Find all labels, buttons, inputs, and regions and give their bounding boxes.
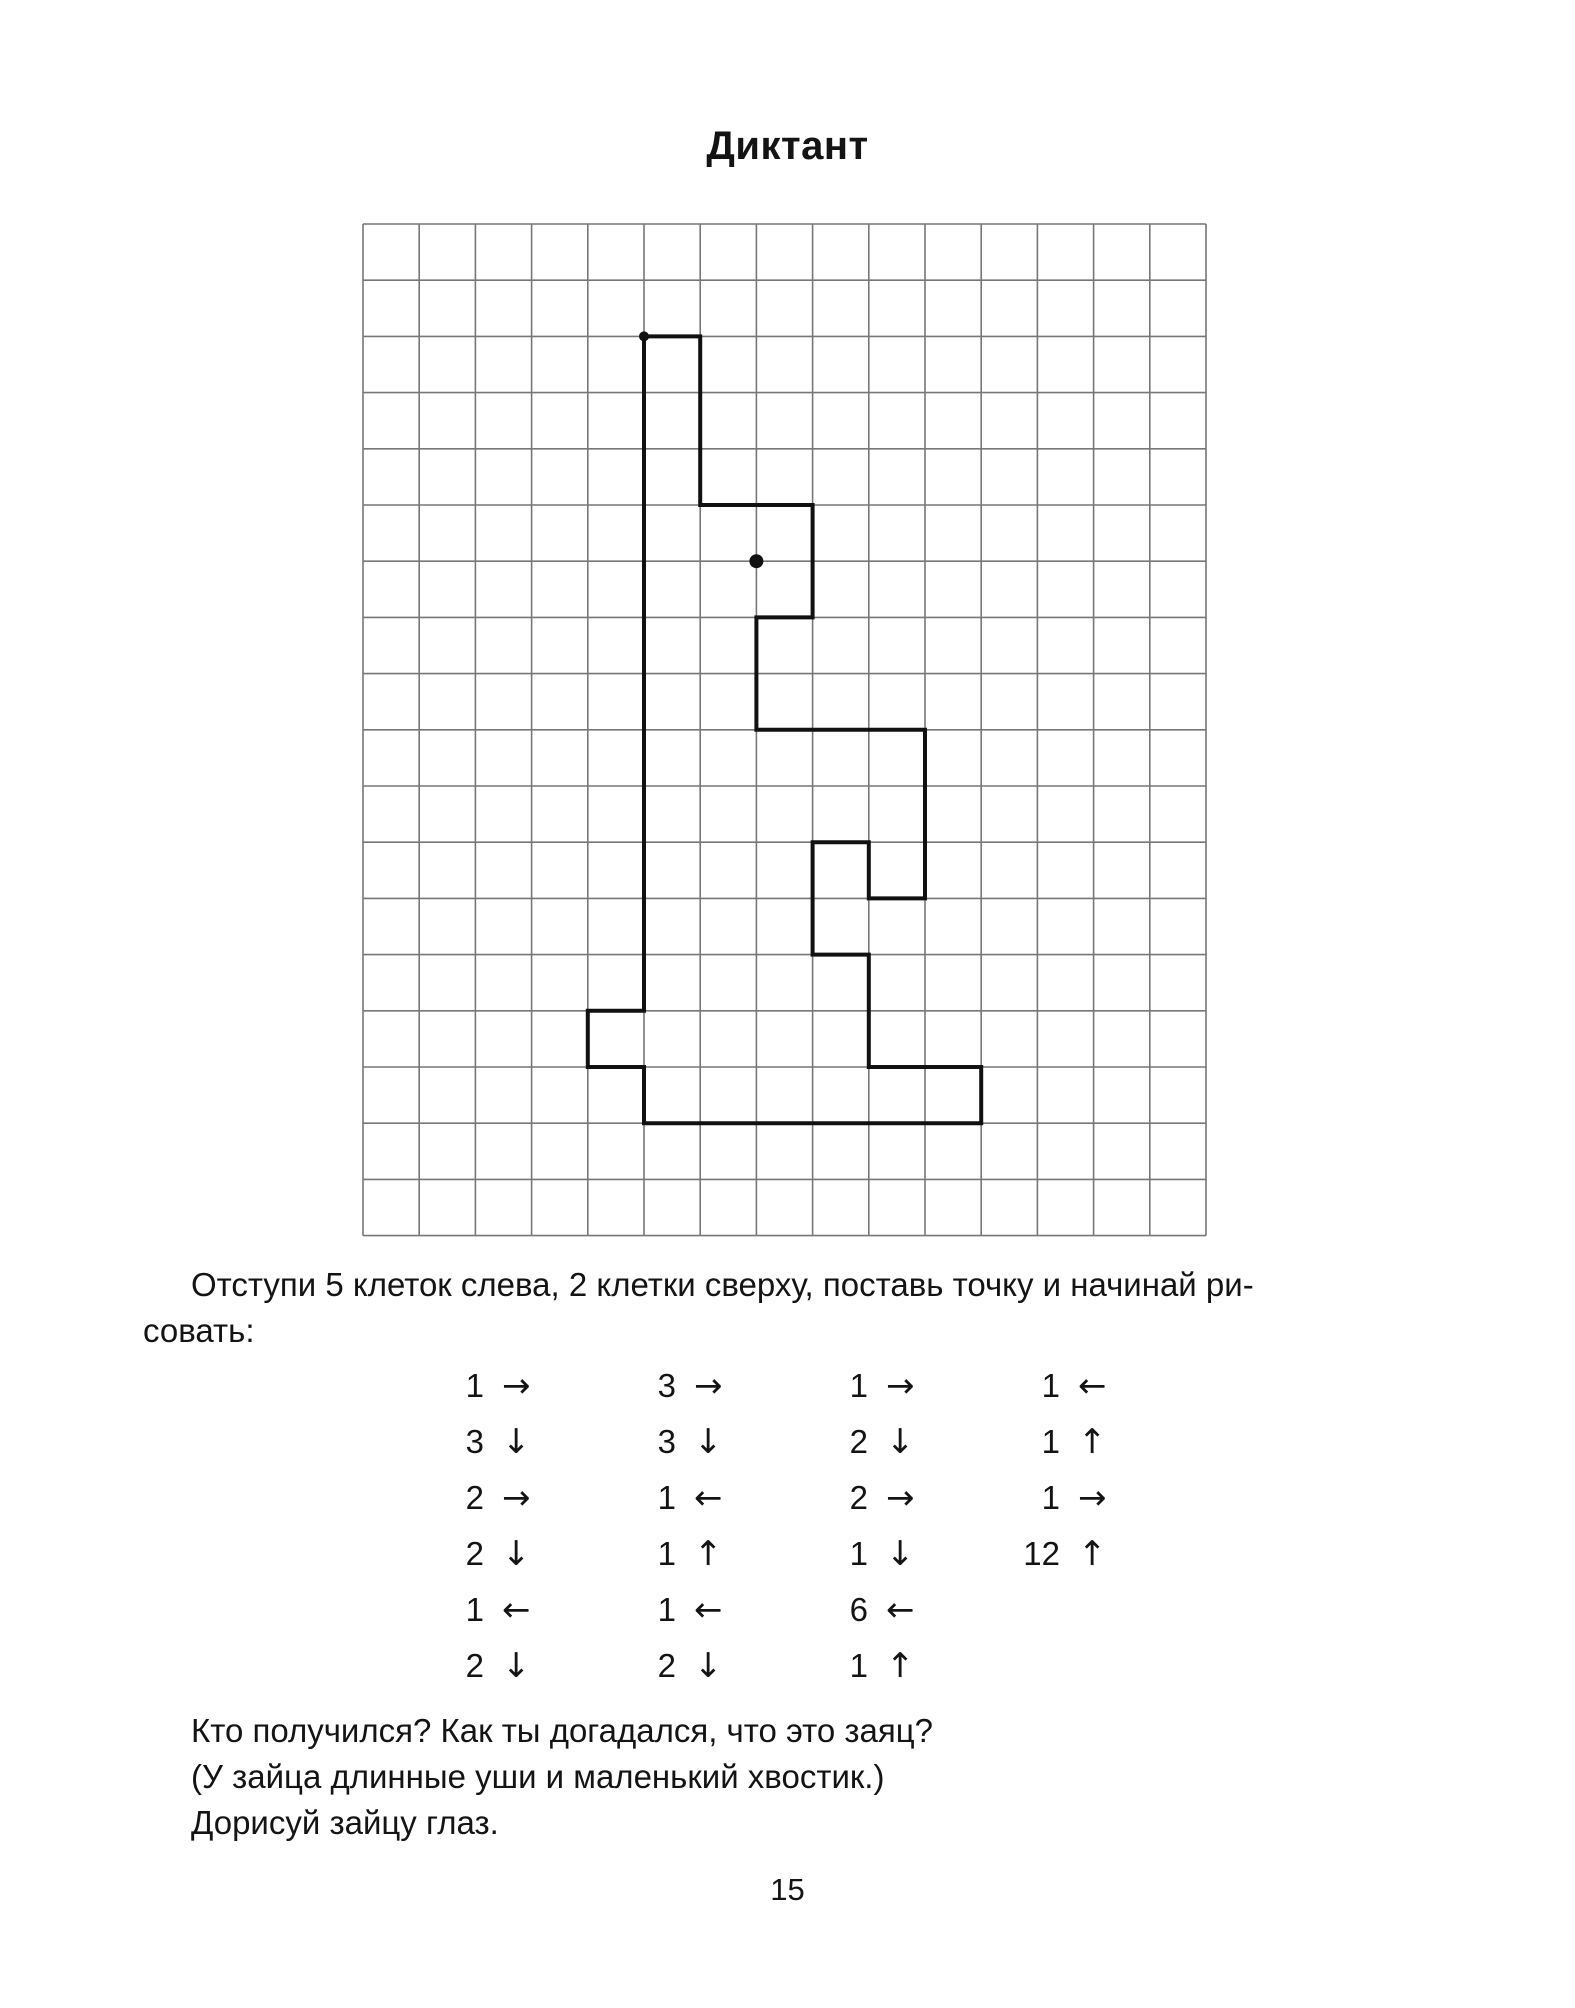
direction-arrow-icon: → (886, 1478, 915, 1518)
direction-arrow-icon: ← (1078, 1366, 1107, 1406)
direction-arrow-icon: ↓ (886, 1534, 915, 1574)
step-count: 12 (1023, 1535, 1060, 1572)
start-point (639, 331, 649, 341)
step-item (816, 1638, 956, 1694)
direction-arrow-icon: → (1078, 1478, 1107, 1518)
step-count: 3 (657, 1367, 676, 1404)
step-count: 2 (465, 1535, 484, 1572)
question-line-2: (У зайца длинные уши и маленький хвостик.) (191, 1758, 885, 1795)
step-count: 2 (465, 1647, 484, 1684)
instructions (143, 1262, 1423, 1354)
page-number: 15 (770, 1872, 805, 1907)
step-item (816, 1414, 956, 1470)
step-item (816, 1526, 956, 1582)
step-item (624, 1638, 764, 1694)
step-count: 3 (657, 1423, 676, 1460)
step-count: 1 (849, 1367, 868, 1404)
direction-arrow-icon: → (502, 1366, 531, 1406)
direction-arrow-icon: ← (886, 1590, 915, 1630)
step-item (624, 1414, 764, 1470)
step-count: 2 (849, 1479, 868, 1516)
step-item (432, 1470, 572, 1526)
step-count: 1 (657, 1591, 676, 1628)
step-count: 3 (465, 1423, 484, 1460)
page-title: Диктант (706, 124, 869, 168)
dictation-grid (361, 222, 1208, 1238)
direction-arrow-icon: ↑ (886, 1646, 915, 1686)
step-item (816, 1582, 956, 1638)
instructions-text: Отступи 5 клеток слева, 2 клетки сверху, поставь точку и начинай ри- (191, 1266, 1254, 1303)
step-item (624, 1526, 764, 1582)
direction-arrow-icon: → (886, 1366, 915, 1406)
step-item (432, 1414, 572, 1470)
direction-arrow-icon: ↓ (886, 1422, 915, 1462)
direction-arrow-icon: ↑ (1078, 1534, 1107, 1574)
step-item (1008, 1470, 1148, 1526)
questions (191, 1708, 1391, 1846)
step-item (432, 1582, 572, 1638)
step-item (1008, 1358, 1148, 1414)
instructions-text-cont: совать: (143, 1312, 255, 1349)
step-item (432, 1638, 572, 1694)
step-count: 2 (465, 1479, 484, 1516)
step-item (816, 1358, 956, 1414)
direction-arrow-icon: ↓ (502, 1646, 531, 1686)
direction-arrow-icon: ↓ (694, 1422, 723, 1462)
direction-arrow-icon: ↓ (502, 1422, 531, 1462)
step-count: 1 (1041, 1479, 1060, 1516)
direction-arrow-icon: ← (502, 1590, 531, 1630)
direction-arrow-icon: ← (694, 1478, 723, 1518)
step-item (624, 1358, 764, 1414)
step-item (1008, 1414, 1148, 1470)
step-count: 1 (657, 1535, 676, 1572)
step-item (1008, 1526, 1148, 1582)
step-item (624, 1582, 764, 1638)
step-count: 1 (849, 1535, 868, 1572)
direction-arrow-icon: ↑ (694, 1534, 723, 1574)
step-item (624, 1470, 764, 1526)
direction-arrow-icon: → (694, 1366, 723, 1406)
step-count: 2 (657, 1647, 676, 1684)
direction-arrow-icon: ↓ (694, 1646, 723, 1686)
step-count: 2 (849, 1423, 868, 1460)
direction-arrow-icon: ← (694, 1590, 723, 1630)
step-item (816, 1470, 956, 1526)
step-count: 1 (465, 1591, 484, 1628)
step-item (432, 1358, 572, 1414)
question-line-1: Кто получился? Как ты догадался, что это заяц? (191, 1712, 933, 1749)
direction-arrow-icon: → (502, 1478, 531, 1518)
step-count: 1 (465, 1367, 484, 1404)
hare-eye-dot (749, 554, 763, 568)
step-count: 1 (657, 1479, 676, 1516)
step-count: 1 (1041, 1423, 1060, 1460)
step-count: 6 (849, 1591, 868, 1628)
direction-arrow-icon: ↑ (1078, 1422, 1107, 1462)
step-count: 1 (849, 1647, 868, 1684)
question-line-3: Дорисуй зайцу глаз. (191, 1804, 499, 1841)
step-item (432, 1526, 572, 1582)
step-count: 1 (1041, 1367, 1060, 1404)
direction-arrow-icon: ↓ (502, 1534, 531, 1574)
